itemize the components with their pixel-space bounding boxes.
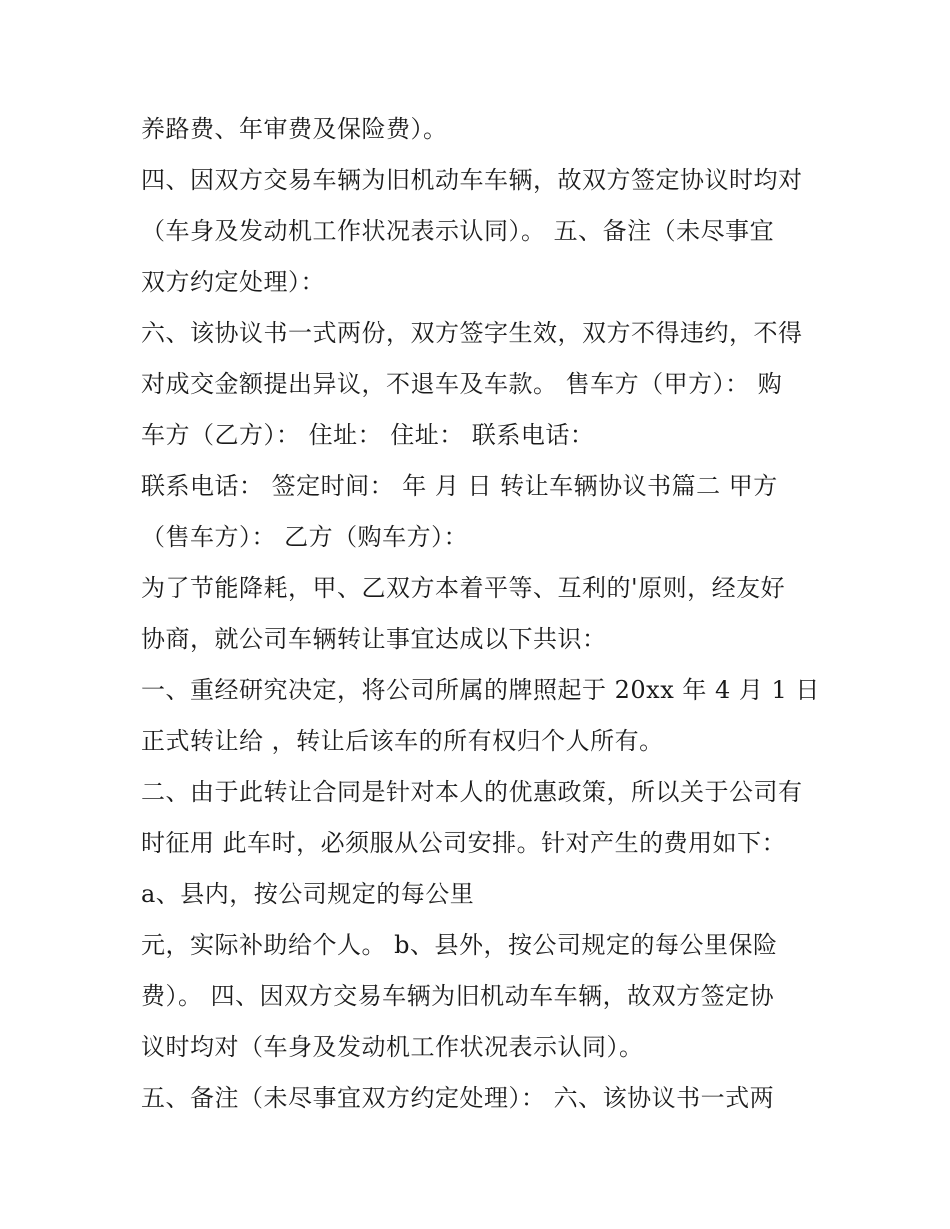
text-line: 费）。 四、因双方交易车辆为旧机动车车辆，故双方签定协 <box>141 982 775 1010</box>
text-line: 车方（乙方）： 住址： 住址： 联系电话： <box>141 421 595 449</box>
text-line: 二、由于此转让合同是针对本人的优惠政策，所以关于公司有 <box>141 778 803 806</box>
text-line: 对成交金额提出异议，不退车及车款。 售车方（甲方）： 购 <box>141 370 783 398</box>
text-line: 五、备注（未尽事宜双方约定处理）： 六、该协议书一式两 <box>141 1084 775 1112</box>
text-line: 协商，就公司车辆转让事宜达成以下共识： <box>141 625 607 653</box>
text-line: 元，实际补助给个人。 b、县外，按公司规定的每公里保险 <box>141 931 778 959</box>
text-line: a、县内，按公司规定的每公里 <box>141 880 475 908</box>
text-line: 一、重经研究决定，将公司所属的牌照起于 20xx 年 4 月 1 日 <box>141 676 820 704</box>
text-line: 双方约定处理）： <box>141 268 325 296</box>
text-line: 联系电话： 签定时间： 年 月 日 转让车辆协议书篇二 甲方 <box>141 472 778 500</box>
text-line: 养路费、年审费及保险费）。 <box>141 115 448 143</box>
text-line: 时征用 此车时，必须服从公司安排。针对产生的费用如下： <box>141 829 787 857</box>
text-line: 四、因双方交易车辆为旧机动车车辆，故双方签定协议时均对 <box>141 166 803 194</box>
text-line: 议时均对（车身及发动机工作状况表示认同）。 <box>141 1033 644 1061</box>
text-line: 为了节能降耗，甲、乙双方本着平等、互利的'原则，经友好 <box>141 574 786 602</box>
text-line: 六、该协议书一式两份，双方签字生效，双方不得违约，不得 <box>141 319 803 347</box>
text-line: （售车方）： 乙方（购车方）： <box>141 523 469 551</box>
text-line: （车身及发动机工作状况表示认同）。 五、备注（未尽事宜 <box>141 217 775 245</box>
text-line: 正式转让给 ，转让后该车的所有权归个人所有。 <box>141 727 664 755</box>
